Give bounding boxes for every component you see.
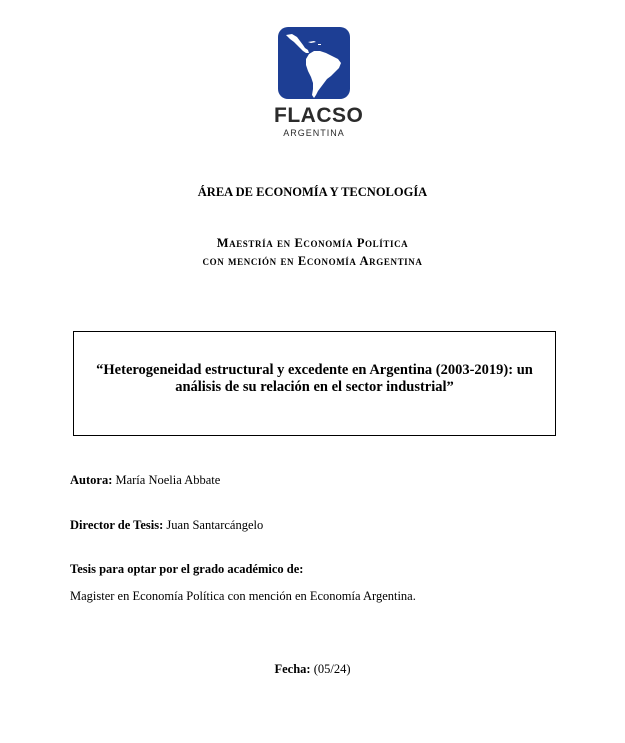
author-value: María Noelia Abbate [115, 473, 221, 487]
program-line-2: con mención en Economía Argentina [202, 254, 423, 268]
program-line-1: Maestría en Economía Política [216, 236, 409, 250]
logo-country: ARGENTINA [283, 128, 345, 138]
thesis-title-box [73, 331, 556, 436]
degree-value: Magister en Economía Política con mención en Economía Argentina. [70, 589, 416, 603]
director-value: Juan Santarcángelo [166, 518, 264, 532]
program-heading [0, 234, 625, 270]
date-field [0, 662, 625, 676]
latin-america-map-icon [278, 27, 350, 99]
thesis-title-line-1: “Heterogeneidad estructural y excedente en Argentina (2003-2019): un [96, 361, 533, 378]
director-label: Director de Tesis: [70, 518, 164, 532]
thesis-title [78, 362, 551, 396]
area-heading: ÁREA DE ECONOMÍA Y TECNOLOGÍA [197, 185, 428, 199]
author-label: Autora: [70, 473, 113, 487]
author-field [70, 473, 220, 487]
thesis-title-line-2: análisis de su relación en el sector industrial” [175, 378, 454, 395]
degree-label: Tesis para optar por el grado académico de: [70, 562, 304, 576]
date-label: Fecha: [274, 662, 311, 676]
logo-name: FLACSO [274, 104, 364, 127]
director-field [70, 518, 263, 532]
date-value: (05/24) [313, 662, 351, 676]
flacso-logo [274, 27, 364, 139]
